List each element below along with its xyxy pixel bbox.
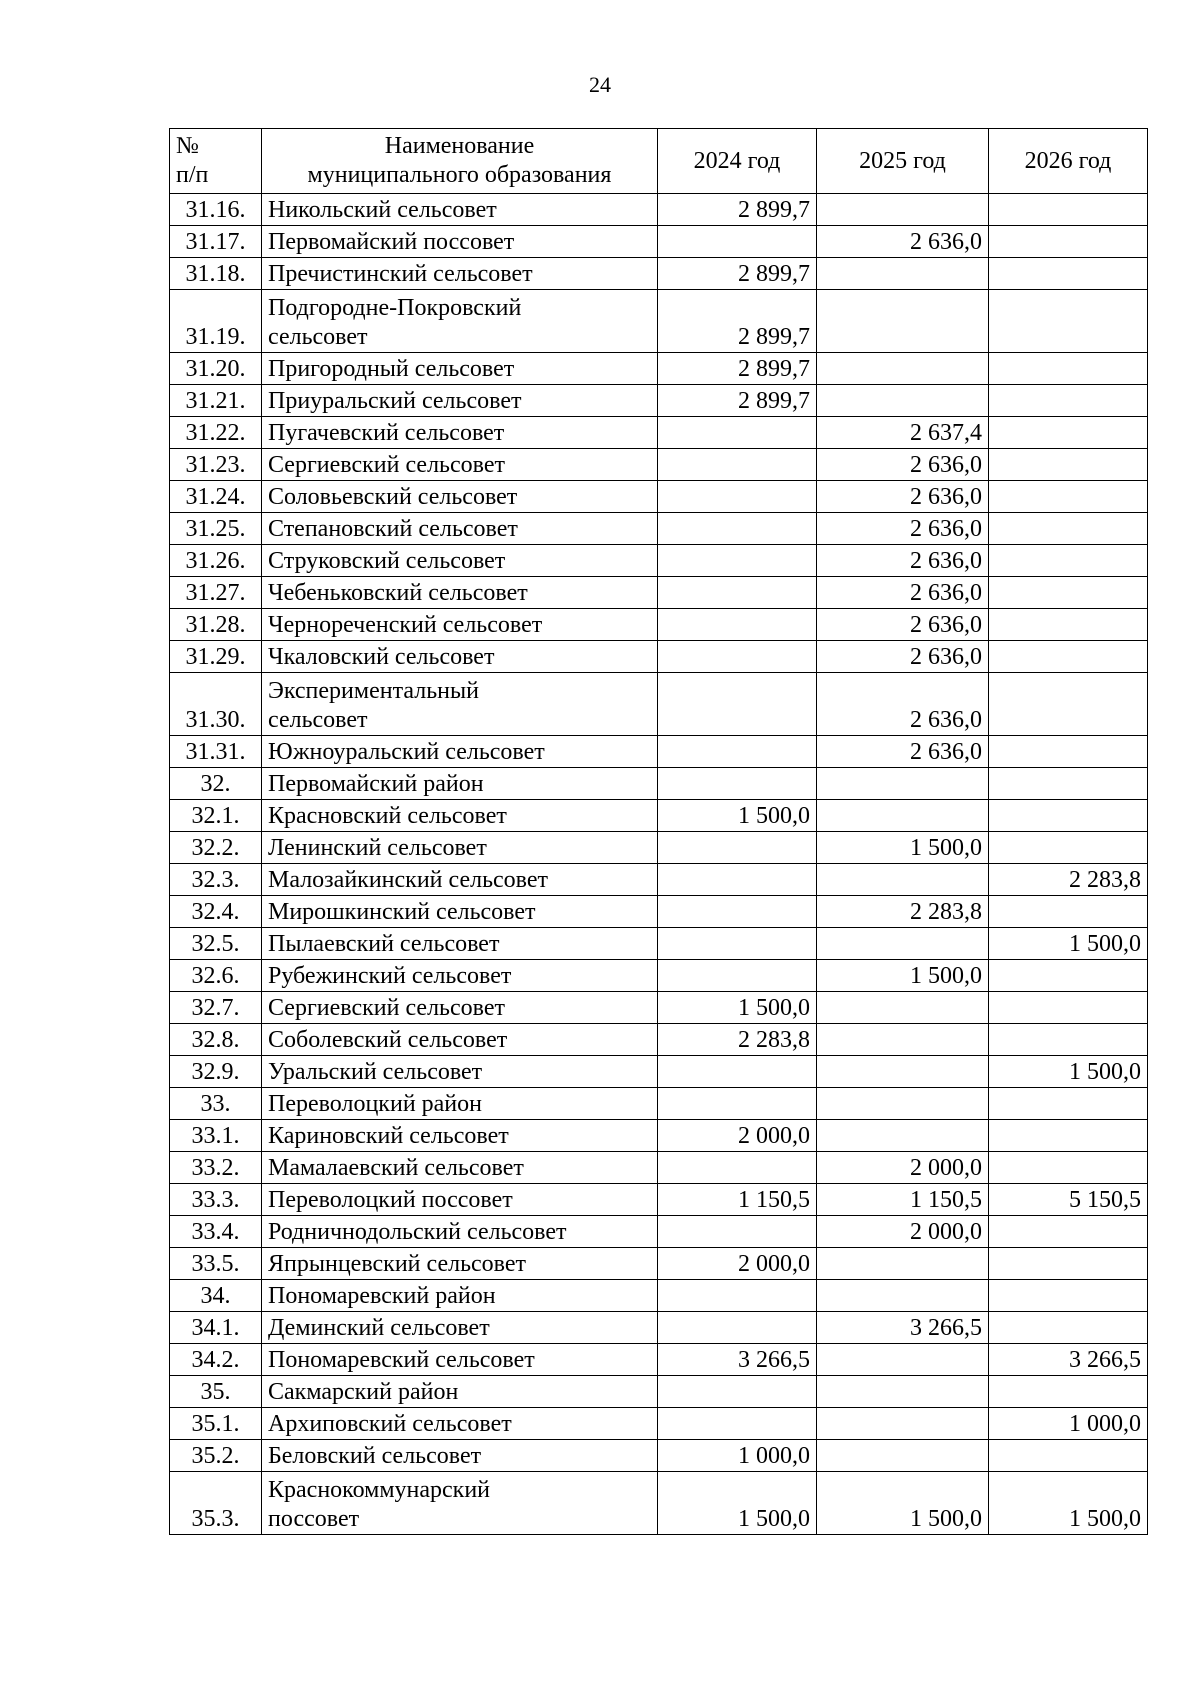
value-2025-cell: 1 500,0: [817, 832, 989, 864]
table-row: [170, 449, 1148, 481]
header-number: № п/п: [170, 129, 262, 194]
municipality-name-cell: Архиповский сельсовет: [262, 1408, 658, 1440]
row-number-cell: 33.4.: [170, 1216, 262, 1248]
value-2025-cell: 2 637,4: [817, 417, 989, 449]
municipality-name-cell: Пономаревский сельсовет: [262, 1344, 658, 1376]
municipality-name-cell: Ленинский сельсовет: [262, 832, 658, 864]
row-number-cell: 34.: [170, 1280, 262, 1312]
municipality-name-cell: Родничнодольский сельсовет: [262, 1216, 658, 1248]
municipality-name-cell: Чернореченский сельсовет: [262, 609, 658, 641]
value-2026-cell: 1 500,0: [989, 1056, 1148, 1088]
municipality-name-cell: Пречистинский сельсовет: [262, 258, 658, 290]
value-2025-cell: 2 636,0: [817, 641, 989, 673]
value-2025-cell: [817, 1280, 989, 1312]
header-municipality-name: Наименование муниципального образования: [262, 129, 658, 194]
value-2025-cell: [817, 385, 989, 417]
value-2024-cell: [658, 1376, 817, 1408]
municipality-name-cell: Степановский сельсовет: [262, 513, 658, 545]
value-2026-cell: [989, 1152, 1148, 1184]
row-number-cell: 35.3.: [170, 1472, 262, 1535]
value-2025-cell: 1 500,0: [817, 960, 989, 992]
row-number-cell: 32.6.: [170, 960, 262, 992]
value-2024-cell: [658, 896, 817, 928]
value-2025-cell: [817, 1120, 989, 1152]
value-2025-cell: [817, 194, 989, 226]
value-2026-cell: [989, 1088, 1148, 1120]
value-2026-cell: [989, 1024, 1148, 1056]
header-year-2025: 2025 год: [817, 129, 989, 194]
municipality-name-cell: Переволоцкий поссовет: [262, 1184, 658, 1216]
municipality-name-cell: Пригородный сельсовет: [262, 353, 658, 385]
row-number-cell: 32.3.: [170, 864, 262, 896]
value-2026-cell: [989, 1376, 1148, 1408]
row-number-cell: 31.31.: [170, 736, 262, 768]
value-2024-cell: 1 500,0: [658, 1472, 817, 1535]
value-2025-cell: [817, 1440, 989, 1472]
value-2024-cell: [658, 768, 817, 800]
table-row: [170, 736, 1148, 768]
value-2024-cell: 2 899,7: [658, 258, 817, 290]
table-row: [170, 258, 1148, 290]
value-2024-cell: 2 000,0: [658, 1248, 817, 1280]
value-2024-cell: [658, 736, 817, 768]
value-2024-cell: [658, 928, 817, 960]
row-number-cell: 32.5.: [170, 928, 262, 960]
value-2024-cell: [658, 513, 817, 545]
value-2025-cell: 2 636,0: [817, 609, 989, 641]
value-2024-cell: [658, 641, 817, 673]
value-2025-cell: 3 266,5: [817, 1312, 989, 1344]
row-number-cell: 33.1.: [170, 1120, 262, 1152]
budget-table: [169, 128, 1148, 1535]
value-2026-cell: [989, 1280, 1148, 1312]
value-2025-cell: 2 636,0: [817, 226, 989, 258]
value-2026-cell: [989, 513, 1148, 545]
table-row: [170, 1280, 1148, 1312]
value-2026-cell: [989, 768, 1148, 800]
value-2026-cell: [989, 1216, 1148, 1248]
value-2025-cell: 2 636,0: [817, 545, 989, 577]
row-number-cell: 31.24.: [170, 481, 262, 513]
municipality-name-cell: Пугачевский сельсовет: [262, 417, 658, 449]
value-2024-cell: [658, 226, 817, 258]
table-row: [170, 1440, 1148, 1472]
value-2026-cell: [989, 577, 1148, 609]
value-2025-cell: [817, 1056, 989, 1088]
municipality-name-cell: Никольский сельсовет: [262, 194, 658, 226]
table-header-row: [170, 129, 1148, 194]
row-number-cell: 35.2.: [170, 1440, 262, 1472]
table-row: [170, 960, 1148, 992]
value-2024-cell: [658, 960, 817, 992]
row-number-cell: 31.17.: [170, 226, 262, 258]
value-2024-cell: 3 266,5: [658, 1344, 817, 1376]
value-2026-cell: [989, 449, 1148, 481]
row-number-cell: 31.19.: [170, 290, 262, 353]
table-row: [170, 385, 1148, 417]
table-row: [170, 1120, 1148, 1152]
table-row: [170, 992, 1148, 1024]
row-number-cell: 31.26.: [170, 545, 262, 577]
table-row: [170, 1376, 1148, 1408]
municipality-name-cell: Мамалаевский сельсовет: [262, 1152, 658, 1184]
table-row: [170, 1024, 1148, 1056]
value-2024-cell: [658, 1280, 817, 1312]
value-2026-cell: [989, 673, 1148, 736]
value-2024-cell: 1 000,0: [658, 1440, 817, 1472]
table-row: [170, 417, 1148, 449]
value-2026-cell: [989, 800, 1148, 832]
value-2026-cell: [989, 832, 1148, 864]
table-row: [170, 864, 1148, 896]
value-2025-cell: 2 636,0: [817, 736, 989, 768]
table-row: [170, 1088, 1148, 1120]
page-number: 24: [589, 72, 611, 97]
value-2025-cell: [817, 1248, 989, 1280]
value-2026-cell: [989, 609, 1148, 641]
value-2025-cell: [817, 768, 989, 800]
table-row: [170, 577, 1148, 609]
value-2024-cell: 2 899,7: [658, 290, 817, 353]
value-2026-cell: [989, 258, 1148, 290]
table-row: [170, 1248, 1148, 1280]
value-2026-cell: 3 266,5: [989, 1344, 1148, 1376]
table-row: [170, 226, 1148, 258]
row-number-cell: 32.4.: [170, 896, 262, 928]
value-2024-cell: [658, 449, 817, 481]
value-2026-cell: [989, 641, 1148, 673]
table-row: [170, 1312, 1148, 1344]
value-2025-cell: [817, 1344, 989, 1376]
value-2026-cell: [989, 1440, 1148, 1472]
value-2024-cell: [658, 417, 817, 449]
row-number-cell: 31.20.: [170, 353, 262, 385]
value-2024-cell: [658, 673, 817, 736]
table-row: [170, 641, 1148, 673]
row-number-cell: 31.29.: [170, 641, 262, 673]
value-2024-cell: 2 899,7: [658, 194, 817, 226]
value-2026-cell: [989, 385, 1148, 417]
value-2025-cell: 2 636,0: [817, 481, 989, 513]
value-2025-cell: [817, 258, 989, 290]
value-2026-cell: 1 500,0: [989, 1472, 1148, 1535]
value-2024-cell: [658, 1056, 817, 1088]
value-2026-cell: 1 000,0: [989, 1408, 1148, 1440]
value-2026-cell: [989, 290, 1148, 353]
municipality-name-cell: Красновский сельсовет: [262, 800, 658, 832]
value-2025-cell: [817, 864, 989, 896]
municipality-name-cell: Беловский сельсовет: [262, 1440, 658, 1472]
table-row: [170, 1056, 1148, 1088]
table-row: [170, 1344, 1148, 1376]
row-number-cell: 32.2.: [170, 832, 262, 864]
row-number-cell: 31.21.: [170, 385, 262, 417]
municipality-name-cell: Пономаревский район: [262, 1280, 658, 1312]
municipality-name-cell: Япрынцевский сельсовет: [262, 1248, 658, 1280]
row-number-cell: 31.18.: [170, 258, 262, 290]
value-2025-cell: [817, 1408, 989, 1440]
value-2024-cell: [658, 1152, 817, 1184]
value-2026-cell: 5 150,5: [989, 1184, 1148, 1216]
municipality-name-cell: Переволоцкий район: [262, 1088, 658, 1120]
value-2026-cell: [989, 1248, 1148, 1280]
value-2024-cell: [658, 864, 817, 896]
row-number-cell: 35.: [170, 1376, 262, 1408]
value-2024-cell: [658, 577, 817, 609]
row-number-cell: 31.22.: [170, 417, 262, 449]
value-2024-cell: [658, 1088, 817, 1120]
value-2024-cell: 1 500,0: [658, 800, 817, 832]
value-2026-cell: [989, 417, 1148, 449]
value-2025-cell: [817, 928, 989, 960]
row-number-cell: 32.9.: [170, 1056, 262, 1088]
value-2026-cell: [989, 1120, 1148, 1152]
table-row: [170, 768, 1148, 800]
row-number-cell: 31.23.: [170, 449, 262, 481]
table-row: [170, 673, 1148, 736]
table-row: [170, 545, 1148, 577]
value-2024-cell: 2 000,0: [658, 1120, 817, 1152]
row-number-cell: 34.2.: [170, 1344, 262, 1376]
municipality-name-cell: Первомайский поссовет: [262, 226, 658, 258]
municipality-name-cell: Уральский сельсовет: [262, 1056, 658, 1088]
value-2025-cell: [817, 992, 989, 1024]
table-row: [170, 1152, 1148, 1184]
value-2024-cell: 2 899,7: [658, 353, 817, 385]
value-2026-cell: [989, 353, 1148, 385]
value-2026-cell: 1 500,0: [989, 928, 1148, 960]
row-number-cell: 31.30.: [170, 673, 262, 736]
table-row: [170, 513, 1148, 545]
municipality-name-cell: Деминский сельсовет: [262, 1312, 658, 1344]
row-number-cell: 31.16.: [170, 194, 262, 226]
municipality-name-cell: Кариновский сельсовет: [262, 1120, 658, 1152]
municipality-name-cell: Мирошкинский сельсовет: [262, 896, 658, 928]
municipality-name-cell: Пылаевский сельсовет: [262, 928, 658, 960]
value-2024-cell: [658, 481, 817, 513]
table-row: [170, 832, 1148, 864]
value-2025-cell: 2 636,0: [817, 673, 989, 736]
municipality-name-cell: Струковский сельсовет: [262, 545, 658, 577]
municipality-name-cell: Сакмарский район: [262, 1376, 658, 1408]
value-2025-cell: 1 150,5: [817, 1184, 989, 1216]
value-2024-cell: 1 150,5: [658, 1184, 817, 1216]
value-2024-cell: [658, 609, 817, 641]
value-2024-cell: 2 283,8: [658, 1024, 817, 1056]
row-number-cell: 33.: [170, 1088, 262, 1120]
value-2025-cell: [817, 1088, 989, 1120]
municipality-name-cell: Рубежинский сельсовет: [262, 960, 658, 992]
value-2025-cell: [817, 290, 989, 353]
municipality-name-cell: Сергиевский сельсовет: [262, 992, 658, 1024]
table-row: [170, 481, 1148, 513]
row-number-cell: 32.: [170, 768, 262, 800]
row-number-cell: 33.2.: [170, 1152, 262, 1184]
row-number-cell: 31.27.: [170, 577, 262, 609]
table-row: [170, 194, 1148, 226]
table-row: [170, 896, 1148, 928]
row-number-cell: 32.7.: [170, 992, 262, 1024]
header-year-2026: 2026 год: [989, 129, 1148, 194]
row-number-cell: 35.1.: [170, 1408, 262, 1440]
value-2024-cell: 1 500,0: [658, 992, 817, 1024]
table-row: [170, 1184, 1148, 1216]
municipality-name-cell: Подгородне-Покровский сельсовет: [262, 290, 658, 353]
municipality-name-cell: Первомайский район: [262, 768, 658, 800]
value-2025-cell: 1 500,0: [817, 1472, 989, 1535]
value-2025-cell: [817, 353, 989, 385]
value-2024-cell: [658, 1408, 817, 1440]
value-2026-cell: [989, 194, 1148, 226]
value-2026-cell: [989, 481, 1148, 513]
value-2025-cell: [817, 1024, 989, 1056]
row-number-cell: 31.28.: [170, 609, 262, 641]
municipality-name-cell: Южноуральский сельсовет: [262, 736, 658, 768]
table-row: [170, 609, 1148, 641]
value-2026-cell: [989, 736, 1148, 768]
row-number-cell: 33.3.: [170, 1184, 262, 1216]
header-year-2024: 2024 год: [658, 129, 817, 194]
table-body: [170, 194, 1148, 1535]
value-2024-cell: 2 899,7: [658, 385, 817, 417]
value-2025-cell: 2 636,0: [817, 577, 989, 609]
value-2026-cell: [989, 1312, 1148, 1344]
value-2026-cell: [989, 226, 1148, 258]
row-number-cell: 32.8.: [170, 1024, 262, 1056]
table-row: [170, 1472, 1148, 1535]
value-2026-cell: [989, 992, 1148, 1024]
value-2026-cell: [989, 545, 1148, 577]
value-2025-cell: [817, 800, 989, 832]
municipality-name-cell: Малозайкинский сельсовет: [262, 864, 658, 896]
value-2024-cell: [658, 1216, 817, 1248]
value-2025-cell: 2 000,0: [817, 1216, 989, 1248]
municipality-name-cell: Экспериментальный сельсовет: [262, 673, 658, 736]
value-2026-cell: [989, 896, 1148, 928]
row-number-cell: 32.1.: [170, 800, 262, 832]
municipality-name-cell: Краснокоммунарский поссовет: [262, 1472, 658, 1535]
municipality-name-cell: Соболевский сельсовет: [262, 1024, 658, 1056]
table-row: [170, 290, 1148, 353]
value-2025-cell: 2 636,0: [817, 449, 989, 481]
municipality-name-cell: Приуральский сельсовет: [262, 385, 658, 417]
row-number-cell: 31.25.: [170, 513, 262, 545]
row-number-cell: 34.1.: [170, 1312, 262, 1344]
value-2025-cell: 2 283,8: [817, 896, 989, 928]
municipality-name-cell: Соловьевский сельсовет: [262, 481, 658, 513]
municipality-name-cell: Чебеньковский сельсовет: [262, 577, 658, 609]
value-2024-cell: [658, 1312, 817, 1344]
row-number-cell: 33.5.: [170, 1248, 262, 1280]
municipality-name-cell: Сергиевский сельсовет: [262, 449, 658, 481]
value-2025-cell: 2 636,0: [817, 513, 989, 545]
municipality-name-cell: Чкаловский сельсовет: [262, 641, 658, 673]
value-2025-cell: [817, 1376, 989, 1408]
value-2024-cell: [658, 832, 817, 864]
table-row: [170, 928, 1148, 960]
value-2024-cell: [658, 545, 817, 577]
table-row: [170, 1216, 1148, 1248]
value-2026-cell: 2 283,8: [989, 864, 1148, 896]
table-row: [170, 353, 1148, 385]
table-row: [170, 1408, 1148, 1440]
value-2026-cell: [989, 960, 1148, 992]
value-2025-cell: 2 000,0: [817, 1152, 989, 1184]
table-row: [170, 800, 1148, 832]
